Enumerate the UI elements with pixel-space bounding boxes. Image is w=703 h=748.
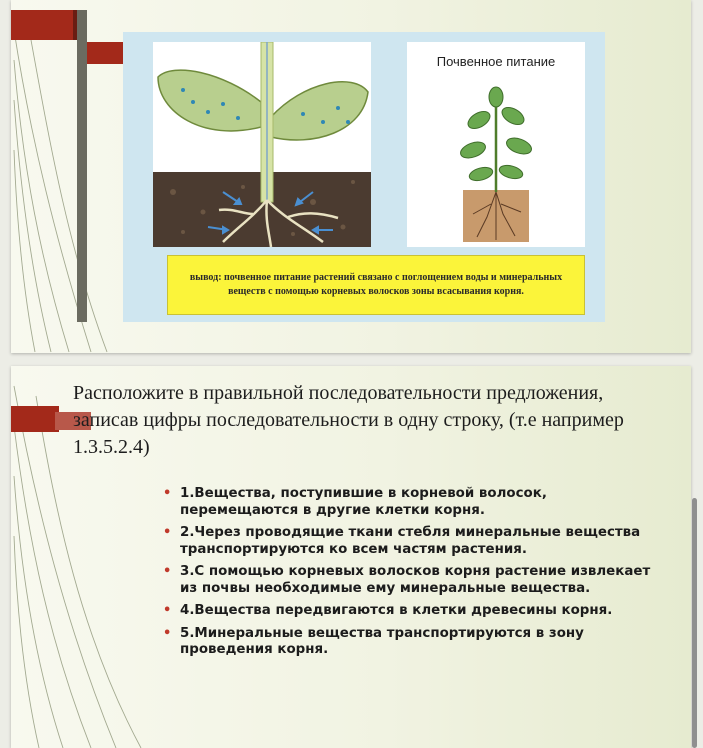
list-item (161, 626, 661, 659)
list-item (161, 486, 661, 519)
leaf-soil-diagram (153, 42, 371, 247)
conclusion-caption: вывод: почвенное питание растений связано с поглощением воды и минеральных веществ с помощью корневых волосков зоны всасывания корня. (167, 255, 585, 315)
list-item (161, 525, 661, 558)
list-item (161, 564, 661, 597)
bullet-icon: • (163, 525, 172, 540)
potted-plant-drawing (407, 42, 585, 247)
task-heading: Расположите в правильной последовательности предложения, записав цифры последовательности в одну строку, (т.е например 1.3.5.2.4) (73, 382, 624, 458)
scrollbar[interactable] (692, 498, 697, 748)
slide-1 (11, 0, 691, 353)
bullet-icon: • (163, 486, 172, 501)
soil-nutrition-title: Почвенное питание (436, 54, 556, 69)
list-item-text: 2.Через проводящие ткани стебля минеральные вещества транспортируются ко всем частям растения. (180, 525, 641, 557)
list-item (161, 603, 661, 620)
sentence-list (161, 486, 661, 665)
bullet-icon: • (163, 625, 172, 641)
plant-nutrition-illustration (123, 32, 605, 322)
list-item-text: 5.Минеральные вещества транспортируются в зону проведения корня. (180, 625, 584, 657)
soil-nutrition-panel (407, 42, 585, 247)
title-accent-bar (11, 406, 59, 432)
photo-frame-edge (77, 10, 87, 322)
title-accent-bar (11, 10, 79, 40)
bullet-icon: • (163, 564, 172, 579)
bullet-icon: • (163, 603, 172, 618)
leaf-soil-drawing (153, 42, 371, 247)
list-item-text: 3.С помощью корневых волосков корня растение извлекает из почвы необходимые ему минеральные вещества. (180, 564, 651, 596)
list-item-text: 4.Вещества передвигаются в клетки древесины корня. (180, 603, 613, 618)
list-item-text: 1.Вещества, поступившие в корневой волосок, перемещаются в другие клетки корня. (180, 486, 547, 518)
slide-2 (11, 366, 691, 748)
